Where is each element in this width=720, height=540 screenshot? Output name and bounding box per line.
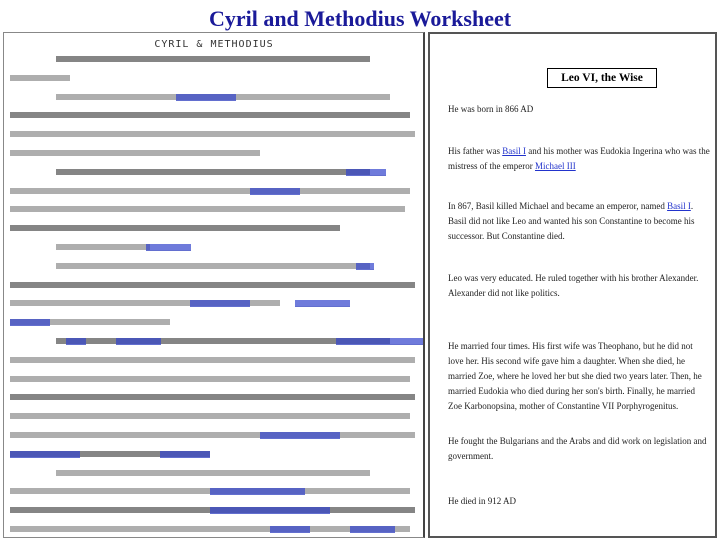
text-line bbox=[10, 129, 418, 140]
paragraph-text: Leo was very educated. He ruled together with his brother Alexander. Alexander did not like politics. bbox=[448, 273, 699, 298]
page-title: Cyril and Methodius Worksheet bbox=[208, 6, 512, 31]
hyperlink[interactable] bbox=[350, 526, 395, 533]
text-line-fill bbox=[10, 112, 410, 118]
text-line-fill bbox=[10, 131, 415, 137]
paragraph bbox=[448, 339, 710, 414]
hyperlink[interactable] bbox=[260, 432, 340, 439]
text-line-fill bbox=[10, 150, 260, 156]
text-line-fill bbox=[56, 470, 370, 476]
right-document-heading: Leo VI, the Wise bbox=[547, 68, 657, 88]
hyperlink[interactable] bbox=[160, 451, 210, 458]
text-line bbox=[10, 186, 418, 197]
text-lines bbox=[10, 54, 418, 538]
paragraph bbox=[448, 144, 710, 174]
hyperlink[interactable] bbox=[116, 338, 161, 345]
text-line bbox=[10, 280, 418, 291]
hyperlink[interactable]: Michael III bbox=[534, 161, 576, 171]
text-line bbox=[10, 110, 418, 121]
paragraph bbox=[448, 271, 710, 301]
hyperlink[interactable] bbox=[210, 507, 330, 514]
text-line bbox=[56, 54, 418, 65]
paragraph-text: . Basil did not like Leo and wanted his son Constantine to become his successor. But Constantine died. bbox=[448, 201, 695, 241]
text-line bbox=[56, 336, 418, 347]
paragraph bbox=[448, 199, 710, 244]
text-line bbox=[56, 167, 418, 178]
hyperlink[interactable] bbox=[146, 244, 191, 251]
hyperlink[interactable] bbox=[176, 94, 236, 101]
hyperlink[interactable] bbox=[346, 169, 386, 176]
text-line bbox=[10, 317, 418, 328]
text-line-fill bbox=[10, 357, 415, 363]
text-line-fill bbox=[10, 282, 415, 288]
text-line bbox=[10, 73, 418, 84]
hyperlink[interactable] bbox=[295, 300, 350, 307]
hyperlink[interactable] bbox=[190, 300, 250, 307]
text-line-fill bbox=[10, 188, 410, 194]
hyperlink[interactable] bbox=[356, 263, 374, 270]
paragraph-text: His father was bbox=[448, 146, 503, 156]
text-line bbox=[10, 298, 418, 309]
left-document-panel[interactable] bbox=[3, 32, 425, 538]
text-line bbox=[56, 92, 418, 103]
paragraph bbox=[448, 434, 710, 464]
text-line-fill bbox=[56, 263, 370, 269]
hyperlink[interactable]: Basil I bbox=[502, 146, 526, 156]
text-line bbox=[10, 524, 418, 535]
text-line bbox=[10, 449, 418, 460]
text-line bbox=[10, 411, 418, 422]
paragraph-text: He died in 912 AD bbox=[448, 496, 516, 506]
text-line-fill bbox=[10, 432, 415, 438]
paragraph-text: and his mother was Eudokia Ingerina who was the mistress of the emperor bbox=[448, 146, 710, 171]
paragraph bbox=[448, 102, 710, 117]
text-line bbox=[10, 392, 418, 403]
hyperlink[interactable] bbox=[336, 338, 425, 345]
right-document-panel[interactable] bbox=[428, 32, 717, 538]
hyperlink[interactable] bbox=[66, 338, 86, 345]
hyperlink[interactable] bbox=[10, 451, 80, 458]
text-line bbox=[10, 486, 418, 497]
greek-text-body bbox=[10, 39, 418, 538]
text-line-fill bbox=[10, 206, 405, 212]
text-line bbox=[10, 204, 418, 215]
text-line bbox=[10, 355, 418, 366]
text-line bbox=[56, 468, 418, 479]
text-line bbox=[10, 223, 418, 234]
text-line-fill bbox=[10, 413, 410, 419]
paragraph-text: He was born in 866 AD bbox=[448, 104, 534, 114]
hyperlink[interactable] bbox=[210, 488, 305, 495]
hyperlink[interactable] bbox=[270, 526, 310, 533]
left-document-heading: CYRIL & METHODIUS bbox=[154, 39, 274, 50]
paragraph-text: In 867, Basil killed Michael and became an emperor, named bbox=[448, 201, 668, 211]
text-line-fill bbox=[56, 169, 370, 175]
paragraph bbox=[448, 494, 710, 509]
text-line-fill bbox=[10, 225, 340, 231]
paragraph-text: He married four times. His first wife was Theophano, but he did not love her. His second wife gave him a daughter. When she died, he married Zoe, where he loved her but she died two years later. Then, he married Eudokia who died during her son's birth. Finally, he married Zoe Karbonopsina, mother of Constantine VII Porphyrogenitus. bbox=[448, 341, 702, 411]
text-line-fill bbox=[10, 75, 70, 81]
hyperlink[interactable] bbox=[250, 188, 300, 195]
text-line bbox=[10, 505, 418, 516]
hyperlink[interactable] bbox=[10, 319, 50, 326]
text-line bbox=[10, 148, 418, 159]
paragraph-text: He fought the Bulgarians and the Arabs and did work on legislation and government. bbox=[448, 436, 707, 461]
text-line-fill bbox=[56, 56, 370, 62]
text-line bbox=[10, 374, 418, 385]
text-line-fill bbox=[10, 376, 410, 382]
text-line bbox=[56, 261, 418, 272]
text-line-fill bbox=[56, 244, 150, 250]
hyperlink[interactable]: Basil I bbox=[667, 201, 691, 211]
text-line bbox=[56, 242, 418, 253]
text-line bbox=[10, 430, 418, 441]
text-line-fill bbox=[10, 394, 415, 400]
